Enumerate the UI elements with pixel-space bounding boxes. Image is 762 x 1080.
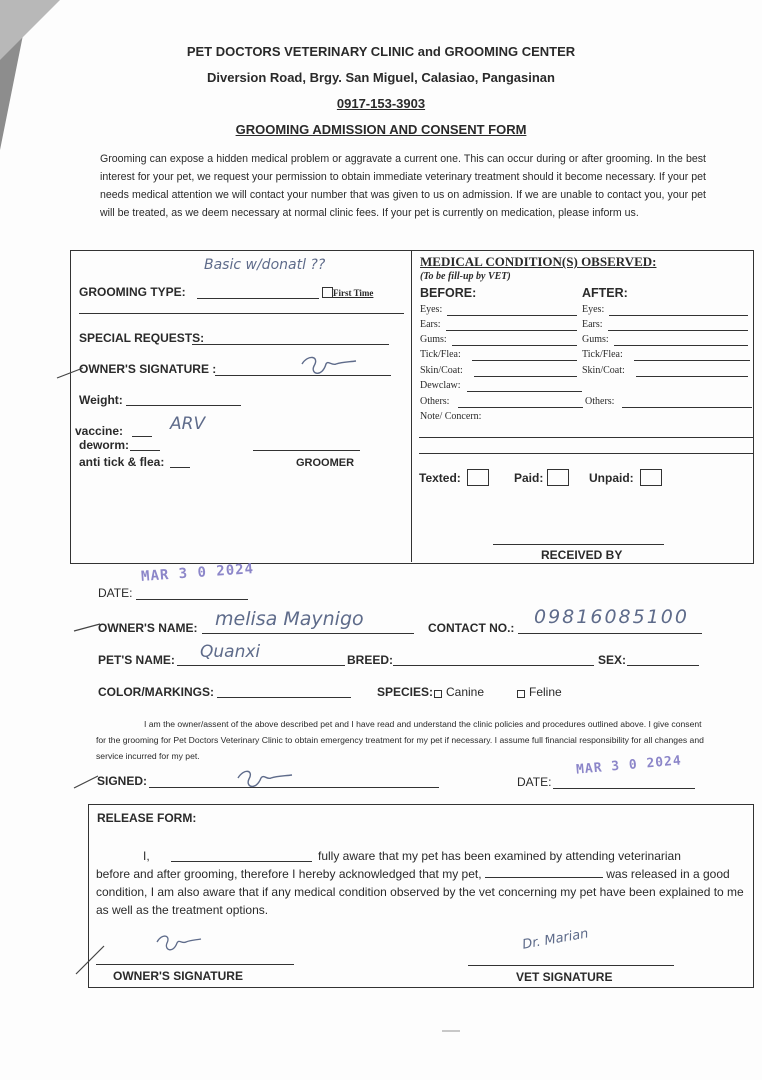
after-ears-line[interactable] [608,330,748,331]
release-part2: fully aware that my pet has been examined by attending veterinarian [318,849,681,863]
after-tick-line[interactable] [634,360,750,361]
after-label: AFTER: [582,286,628,300]
medical-title: MEDICAL CONDITION(S) OBSERVED: [420,254,657,269]
contact-label: CONTACT NO.: [428,621,515,635]
first-time-label: First Time [333,288,374,298]
after-gums-label: Gums: [582,334,609,345]
owner-sig-label: OWNER'S SIGNATURE [113,969,243,983]
before-gums-line[interactable] [452,345,577,346]
canine-label: Canine [446,685,485,699]
deworm-label: deworm: [79,438,130,452]
weight-line[interactable] [126,405,241,406]
owner-sig-tick [74,940,110,976]
anti-tick-label: anti tick & flea: [79,455,165,469]
grooming-type-value: Basic w/donatl ?? [204,257,326,273]
feline-label: Feline [529,685,562,699]
pet-name-line[interactable] [177,665,345,666]
before-tick-label: Tick/Flea: [420,349,461,360]
unpaid-label: Unpaid: [589,471,634,485]
before-others-line[interactable] [458,407,583,408]
grooming-type-label: GROOMING TYPE: [79,285,186,299]
note-line-1[interactable] [419,437,754,438]
owner-sig-line[interactable] [96,964,294,965]
breed-line[interactable] [393,665,594,666]
after-skin-line[interactable] [636,376,748,377]
before-eyes-label: Eyes: [420,304,443,315]
color-line[interactable] [217,697,351,698]
before-label: BEFORE: [420,286,477,300]
breed-label: BREED: [347,653,394,667]
texted-label: Texted: [419,471,461,485]
weight-label: Weight: [79,393,123,407]
after-others-label: Others: [585,396,615,407]
date-label: DATE: [98,586,133,600]
before-ears-line[interactable] [446,330,577,331]
owner-signature-label: OWNER'S SIGNATURE : [79,362,217,376]
consent-date-label: DATE: [517,775,552,789]
grooming-type-line[interactable] [197,298,319,299]
vaccine-label: vaccine: [75,424,124,438]
owner-name-value: melisa Maynigo [215,608,364,630]
pet-name-value: Quanxi [200,642,261,662]
after-eyes-label: Eyes: [582,304,605,315]
clinic-phone: 0917-153-3903 [336,96,426,111]
vet-sig-label: VET SIGNATURE [516,970,613,984]
check-tick-mark [55,360,85,382]
deworm-line[interactable] [130,450,160,451]
release-part1: I, [143,849,150,863]
groomer-label: GROOMER [296,457,355,469]
clinic-name: PET DOCTORS VETERINARY CLINIC and GROOMING CENTER [186,44,576,59]
consent-date-line[interactable] [553,788,695,789]
color-label: COLOR/MARKINGS: [98,685,214,699]
special-requests-label: SPECIAL REQUESTS: [79,331,205,345]
after-skin-label: Skin/Coat: [582,365,625,376]
note-label: Note/ Concern: [420,411,482,422]
canine-checkbox[interactable] [434,690,442,698]
after-tick-label: Tick/Flea: [582,349,623,360]
after-others-line[interactable] [622,407,752,408]
owner-signature-scribble [298,350,360,382]
consent-text: I am the owner/assent of the above described pet and I have read and understand the clinic policies and procedures outlined above. I give consent for the grooming for Pet Doctors Veterinary Clinic to obtain emergency treatment for my pet if necessary. I assume full financial responsibility for all changes and service incurred for my pet. [96,719,704,761]
paid-checkbox[interactable] [547,469,569,486]
before-eyes-line[interactable] [447,315,577,316]
medical-subtitle: (To be fill-up by VET) [420,271,511,282]
first-time-checkbox[interactable] [322,287,333,298]
date-line[interactable] [136,599,248,600]
before-dewclaw-label: Dewclaw: [420,380,461,391]
after-gums-line[interactable] [614,345,748,346]
vet-sig-value: Dr. Marian [521,926,590,953]
box-divider [411,251,412,562]
owner-name-line[interactable] [202,633,414,634]
page-mark [442,1030,460,1032]
signed-scribble [234,766,296,794]
release-pet-line[interactable] [485,877,603,878]
intro-paragraph: Grooming can expose a hidden medical problem or aggravate a current one. This can occur during or after grooming. In the best interest for your pet, we request your permission to obtain immediate veterinary treatment should it become necessary. If your pet needs medical attention we will contact your number that was given to us on admission. If we are unable to contact you, your pet will be treated, as we deem necessary at normal clinic fees. If your pet is currently on medication, please inform us. [100,153,706,219]
contact-value: 09816085100 [534,606,689,628]
sex-label: SEX: [598,653,627,667]
after-ears-label: Ears: [582,319,603,330]
contact-line[interactable] [518,633,702,634]
before-skin-line[interactable] [474,376,577,377]
received-by-line[interactable] [493,544,664,545]
grooming-type-line-2[interactable] [79,313,404,314]
before-gums-label: Gums: [420,334,447,345]
before-ears-label: Ears: [420,319,441,330]
vaccine-line[interactable] [132,436,152,437]
vaccine-value: ARV [170,414,206,434]
groomer-line[interactable] [253,450,360,451]
before-dewclaw-line[interactable] [467,391,582,392]
date-stamp: MAR 3 0 2024 [140,561,255,585]
texted-checkbox[interactable] [467,469,489,486]
before-others-label: Others: [420,396,450,407]
signed-label: SIGNED: [97,774,148,788]
clinic-address: Diversion Road, Brgy. San Miguel, Calasiao, Pangasinan [207,70,555,85]
owner-sig-scribble [154,932,204,958]
form-title: GROOMING ADMISSION AND CONSENT FORM [235,122,527,137]
release-text-block: before and after grooming, therefore I hereby acknowledged that my pet, was released in a good condition, I am also aware that if any medical condition observed by the vet concerning my pet have been explained to me as well as the treatment options. [96,867,744,917]
species-label: SPECIES: [377,685,434,699]
sex-line[interactable] [627,665,699,666]
unpaid-checkbox[interactable] [640,469,662,486]
release-paragraph [96,847,748,865]
before-tick-line[interactable] [472,360,577,361]
release-title: RELEASE FORM: [97,811,197,825]
feline-checkbox[interactable] [517,690,525,698]
anti-tick-line[interactable] [170,467,190,468]
consent-date-stamp: MAR 3 0 2024 [575,753,683,778]
pet-name-label: PET'S NAME: [98,653,175,667]
note-line-2[interactable] [419,453,754,454]
received-by-label: RECEIVED BY [541,548,623,562]
special-requests-line[interactable] [192,344,389,345]
vet-sig-line[interactable] [468,965,674,966]
before-skin-label: Skin/Coat: [420,365,463,376]
owner-name-label: OWNER'S NAME: [98,621,198,635]
paid-label: Paid: [514,471,544,485]
after-eyes-line[interactable] [609,315,748,316]
